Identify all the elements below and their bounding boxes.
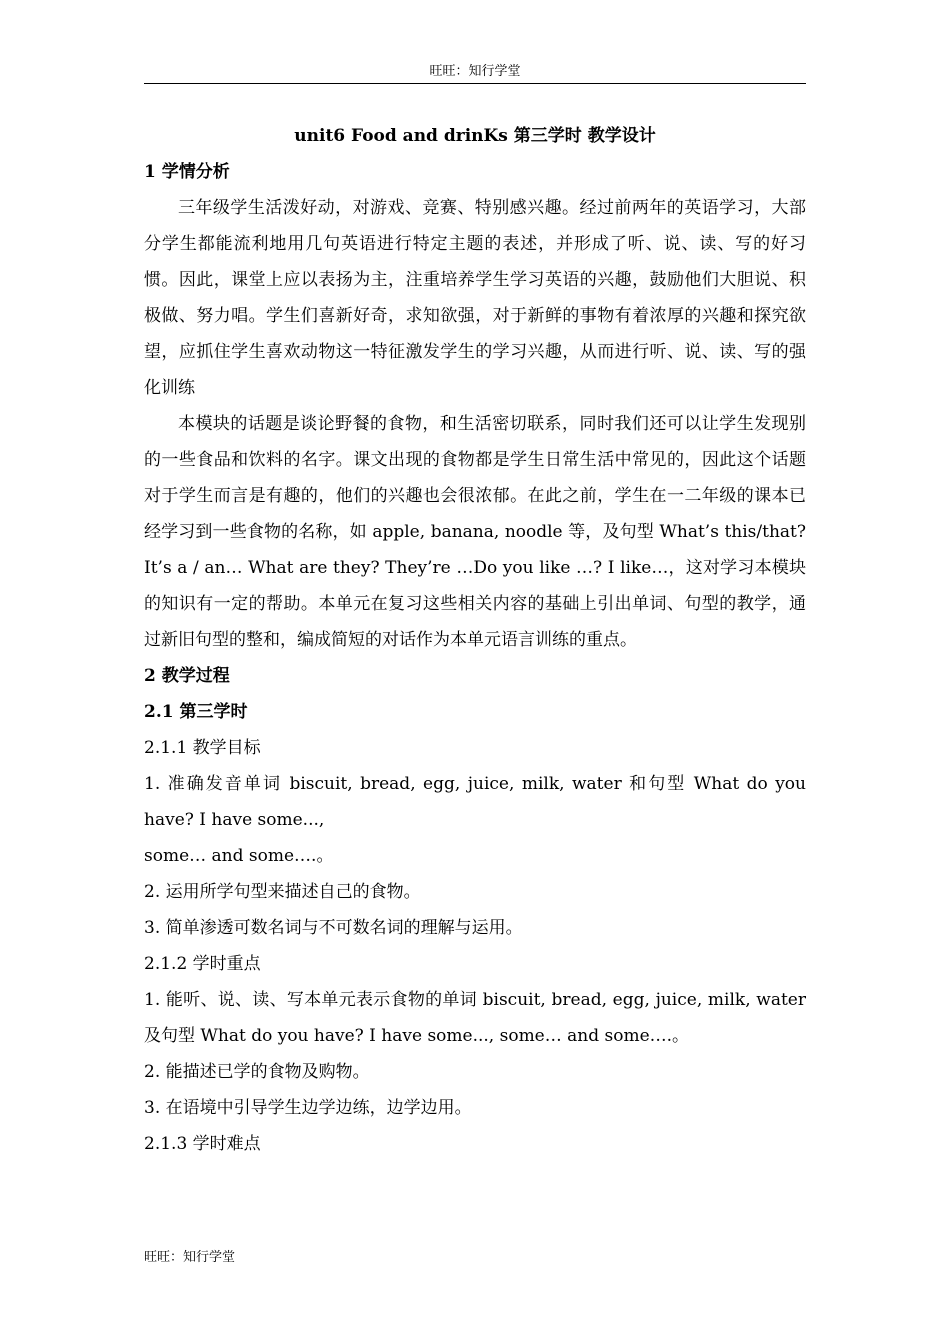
goal-item-2: 2. 运用所学句型来描述自己的食物。 (144, 882, 421, 902)
key-point-1: 1. 能听、说、读、写本单元表示食物的单词 biscuit, bread, egg, juice, milk, water 及句型 What do you have? I have some..., some… and some….。 (144, 990, 806, 1046)
subsection-heading-2-1: 2.1 第三学时 (144, 702, 248, 722)
goal-item-1-text: 1. 准确发音单词 biscuit, bread, egg, juice, milk, water 和句型 What do you have? I have some..., (144, 774, 806, 830)
paragraph-student-analysis: 三年级学生活泼好动，对游戏、竞赛、特别感兴趣。经过前两年的英语学习，大部分学生都能流利地用几句英语进行特定主题的表述，并形成了听、说、读、写的好习惯。因此，课堂上应以表扬为主，注重培养学生学习英语的兴趣，鼓励他们大胆说、积极做、努力唱。学生们喜新好奇，求知欲强，对于新鲜的事物有着浓厚的兴趣和探究欲望，应抓住学生喜欢动物这一特征激发学生的学习兴趣，从而进行听、说、读、写的强化训练 (144, 198, 806, 398)
paragraph-module-topic: 本模块的话题是谈论野餐的食物，和生活密切联系，同时我们还可以让学生发现别的一些食品和饮料的名字。课文出现的食物都是学生日常生活中常见的，因此这个话题对于学生而言是有趣的，他们的兴趣也会很浓郁。在此之前，学生在一二年级的课本已经学习到一些食物的名称，如 apple, banana, noodle 等，及句型 What’s this/that? It’s a / an… What are they? They’re …Do you like …? I like…，这对学习本模块的知识有一定的帮助。本单元在复习这些相关内容的基础上引出单词、句型的教学，通过新旧句型的整和，编成简短的对话作为本单元语言训练的重点。 (144, 414, 806, 650)
document-title: unit6 Food and drinKs 第三学时 教学设计 (294, 126, 656, 146)
goal-item-3: 3. 简单渗透可数名词与不可数名词的理解与运用。 (144, 918, 523, 938)
goal-item-1 (144, 766, 806, 838)
subsection-heading-2-1-2: 2.1.2 学时重点 (144, 954, 261, 974)
key-point-3: 3. 在语境中引导学生边学边练，边学边用。 (144, 1098, 472, 1118)
header-rule (144, 83, 806, 84)
section-heading-1: 1 学情分析 (144, 162, 230, 182)
document-body (144, 118, 806, 1162)
key-point-2: 2. 能描述已学的食物及购物。 (144, 1062, 370, 1082)
page-header: 旺旺：知行学堂 (429, 64, 521, 79)
subsection-heading-2-1-3: 2.1.3 学时难点 (144, 1134, 261, 1154)
goal-item-1-continued: some… and some….。 (144, 846, 334, 866)
page-footer: 旺旺：知行学堂 (144, 1250, 236, 1265)
subsection-heading-2-1-1: 2.1.1 教学目标 (144, 738, 261, 758)
section-heading-2: 2 教学过程 (144, 666, 230, 686)
